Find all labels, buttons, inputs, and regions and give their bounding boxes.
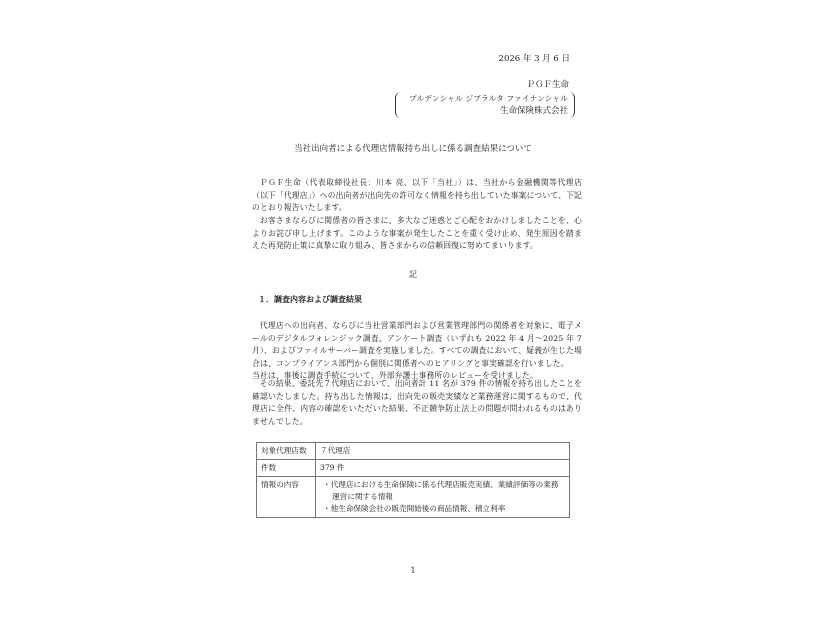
table-row <box>257 477 570 518</box>
table-value: ７代理店 <box>316 443 570 460</box>
table-label: 対象代理店数 <box>257 443 316 460</box>
company-short-name: ＰＧＦ生命 <box>526 80 569 90</box>
intro-paragraph-1 <box>252 177 582 215</box>
section-1-paragraph-1a: 代理店への出向者、ならびに当社営業部門および営業管理部門の関係者を対象に、電子メールのデジタルフォレンジック調査、アンケート調査（いずれも 2022 年 4 月～2025 年 7 月）、およびファイルサーバー調査を実施しました。すべての調査において、疑義が生じた場合は、コンプライアンス部門から個別に関係者へのヒアリングと事実確認を行いました。 <box>252 321 582 368</box>
table-row <box>257 443 570 460</box>
page-number: 1 <box>410 566 416 575</box>
intro-paragraph-2-text: お客さまならびに関係者の皆さまに、多大なご迷惑とご心配をおかけしましたことを、心よりお詫び申し上げます。このような事案が発生したことを重く受け止め、発生原因を踏まえた再発防止策に真摯に取り組み、皆さまからの信頼回復に努めてまいります。 <box>252 216 582 250</box>
intro-paragraph-1-text: ＰＧＦ生命（代表取締役社長：川本 亮、以下「当社」）は、当社から金融機関等代理店（以下「代理店」）への出向者が出向先の許可なく情報を持ち出していた事案について、下記のとおり報告いたします。 <box>252 178 582 212</box>
summary-table <box>256 442 570 518</box>
company-full-name <box>395 92 575 118</box>
company-full-name-line1: プルデンシャル ジブラルタ ファイナンシャル <box>409 94 568 103</box>
company-block <box>395 79 575 118</box>
info-bullet-2: ・他生命保険会社の販売開始後の商品情報、積立利率 <box>323 504 506 513</box>
table-row <box>257 460 570 477</box>
section-1-paragraph-2 <box>252 378 582 428</box>
table-value: 379 件 <box>316 460 570 477</box>
document-date: 2026 年 3 月 6 日 <box>498 54 570 64</box>
intro-paragraph-2 <box>252 215 582 253</box>
section-1-paragraph-2-text: その結果、委託先７代理店において、出向者計 11 名が 379 件の情報を持ち出したことを確認いたしました。持ち出した情報は、出向先の販売実績など業務運営に関するもので、代理店に全件、内容の確認をいただいた結果、不正競争防止法上の問題が問われるものはありませんでした。 <box>252 379 582 426</box>
document-title: 当社出向者による代理店情報持ち出しに係る調査結果について <box>294 144 532 154</box>
table-label: 情報の内容 <box>257 477 316 518</box>
section-1-heading: １．調査内容および調査結果 <box>258 295 362 304</box>
table-label: 件数 <box>257 460 316 477</box>
info-bullet-1: ・代理店における生命保険に係る代理店販売実績、業績評価等の業務運営に関する情報 <box>323 480 559 501</box>
section-1-paragraph-1b: 当社は、事後に調査手続について、外部弁護士事務所のレビューを受けました。 <box>252 371 538 380</box>
company-full-name-line2: 生命保険株式会社 <box>499 106 568 116</box>
table-value <box>316 477 570 518</box>
ki-marker: 記 <box>409 270 417 279</box>
section-1-paragraph-1 <box>252 320 582 383</box>
